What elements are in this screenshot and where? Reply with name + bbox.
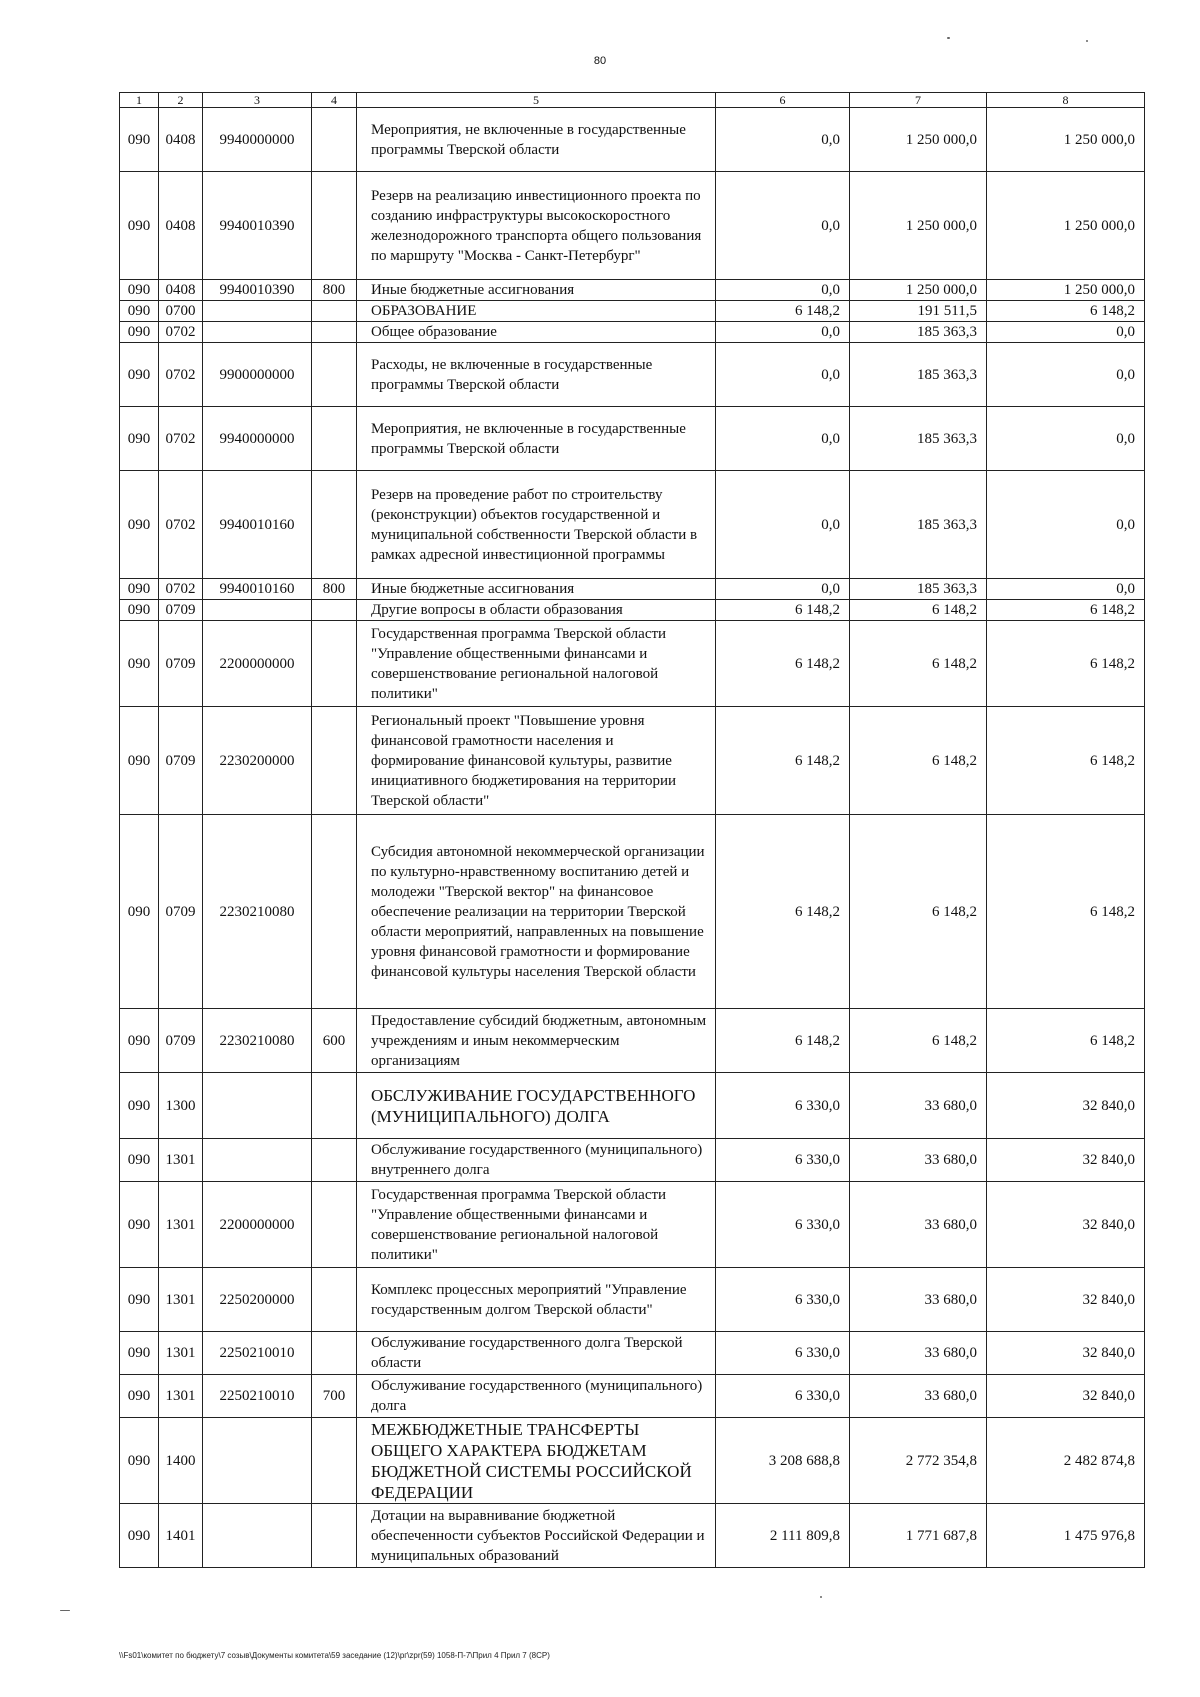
table-row [120, 579, 1145, 600]
amount-col7-cell: 6 148,2 [850, 600, 987, 621]
amount-col7-cell: 1 250 000,0 [850, 280, 987, 301]
section-code-cell: 0709 [159, 815, 203, 1009]
amount-col8-cell: 6 148,2 [987, 815, 1145, 1009]
expense-type-cell: 800 [312, 280, 357, 301]
expense-type-cell [312, 407, 357, 471]
table-row [120, 1009, 1145, 1073]
description-cell: Региональный проект "Повышение уровня финансовой грамотности населения и формирование финансовой культуры, развитие инициативного бюджетирования на территории Тверской области" [357, 707, 716, 815]
amount-col8-cell: 0,0 [987, 343, 1145, 407]
amount-col8-cell: 32 840,0 [987, 1182, 1145, 1268]
expense-type-cell [312, 621, 357, 707]
amount-col7-cell: 1 250 000,0 [850, 108, 987, 172]
target-code-cell: 9940010160 [203, 579, 312, 600]
expense-type-cell [312, 1504, 357, 1568]
target-code-cell: 2250210010 [203, 1375, 312, 1418]
table-row [120, 1182, 1145, 1268]
amount-col6-cell: 6 148,2 [716, 600, 850, 621]
amount-col7-cell: 191 511,5 [850, 301, 987, 322]
amount-col8-cell: 32 840,0 [987, 1268, 1145, 1332]
table-row [120, 1268, 1145, 1332]
target-code-cell: 9940000000 [203, 407, 312, 471]
amount-col8-cell: 6 148,2 [987, 1009, 1145, 1073]
section-code-cell: 0700 [159, 301, 203, 322]
gov-code-cell: 090 [120, 815, 159, 1009]
amount-col6-cell: 6 148,2 [716, 1009, 850, 1073]
table-row [120, 1332, 1145, 1375]
section-code-cell: 0702 [159, 407, 203, 471]
expense-type-cell [312, 707, 357, 815]
table-row [120, 301, 1145, 322]
description-cell: Мероприятия, не включенные в государственные программы Тверской области [357, 407, 716, 471]
description-cell: МЕЖБЮДЖЕТНЫЕ ТРАНСФЕРТЫ ОБЩЕГО ХАРАКТЕРА БЮДЖЕТАМ БЮДЖЕТНОЙ СИСТЕМЫ РОССИЙСКОЙ ФЕДЕРАЦИИ [357, 1418, 716, 1504]
header-cell: 4 [312, 93, 357, 108]
header-cell: 7 [850, 93, 987, 108]
amount-col8-cell: 0,0 [987, 407, 1145, 471]
section-code-cell: 0702 [159, 322, 203, 343]
amount-col7-cell: 6 148,2 [850, 815, 987, 1009]
target-code-cell: 2230210080 [203, 1009, 312, 1073]
expense-type-cell: 800 [312, 579, 357, 600]
expense-type-cell [312, 343, 357, 407]
amount-col8-cell: 32 840,0 [987, 1073, 1145, 1139]
amount-col8-cell: 1 250 000,0 [987, 172, 1145, 280]
section-code-cell: 0702 [159, 343, 203, 407]
amount-col6-cell: 6 148,2 [716, 815, 850, 1009]
amount-col6-cell: 6 148,2 [716, 707, 850, 815]
table-row [120, 1139, 1145, 1182]
amount-col7-cell: 33 680,0 [850, 1268, 987, 1332]
gov-code-cell: 090 [120, 108, 159, 172]
amount-col8-cell: 1 250 000,0 [987, 280, 1145, 301]
section-code-cell: 1300 [159, 1073, 203, 1139]
target-code-cell [203, 1504, 312, 1568]
gov-code-cell: 090 [120, 343, 159, 407]
section-code-cell: 0709 [159, 1009, 203, 1073]
amount-col8-cell: 0,0 [987, 579, 1145, 600]
amount-col6-cell: 6 330,0 [716, 1375, 850, 1418]
gov-code-cell: 090 [120, 407, 159, 471]
expense-type-cell [312, 1418, 357, 1504]
amount-col6-cell: 6 148,2 [716, 301, 850, 322]
gov-code-cell: 090 [120, 322, 159, 343]
target-code-cell [203, 1418, 312, 1504]
section-code-cell: 0709 [159, 707, 203, 815]
amount-col7-cell: 185 363,3 [850, 343, 987, 407]
gov-code-cell: 090 [120, 301, 159, 322]
target-code-cell [203, 600, 312, 621]
gov-code-cell: 090 [120, 1375, 159, 1418]
section-code-cell: 1301 [159, 1268, 203, 1332]
amount-col8-cell: 6 148,2 [987, 600, 1145, 621]
amount-col7-cell: 33 680,0 [850, 1332, 987, 1375]
gov-code-cell: 090 [120, 621, 159, 707]
description-cell: Комплекс процессных мероприятий "Управление государственным долгом Тверской области" [357, 1268, 716, 1332]
amount-col6-cell: 6 330,0 [716, 1073, 850, 1139]
amount-col8-cell: 6 148,2 [987, 621, 1145, 707]
amount-col6-cell: 0,0 [716, 471, 850, 579]
expense-type-cell [312, 815, 357, 1009]
amount-col6-cell: 0,0 [716, 407, 850, 471]
amount-col7-cell: 33 680,0 [850, 1182, 987, 1268]
amount-col8-cell: 6 148,2 [987, 707, 1145, 815]
gov-code-cell: 090 [120, 1073, 159, 1139]
amount-col7-cell: 185 363,3 [850, 407, 987, 471]
amount-col7-cell: 6 148,2 [850, 1009, 987, 1073]
section-code-cell: 1301 [159, 1375, 203, 1418]
table-row [120, 322, 1145, 343]
amount-col7-cell: 1 771 687,8 [850, 1504, 987, 1568]
target-code-cell: 2230200000 [203, 707, 312, 815]
table-row [120, 1418, 1145, 1504]
section-code-cell: 0408 [159, 280, 203, 301]
target-code-cell: 9940010160 [203, 471, 312, 579]
target-code-cell: 2230210080 [203, 815, 312, 1009]
table-row [120, 707, 1145, 815]
gov-code-cell: 090 [120, 600, 159, 621]
description-cell: Другие вопросы в области образования [357, 600, 716, 621]
amount-col8-cell: 1 250 000,0 [987, 108, 1145, 172]
gov-code-cell: 090 [120, 471, 159, 579]
amount-col6-cell: 0,0 [716, 343, 850, 407]
amount-col7-cell: 6 148,2 [850, 621, 987, 707]
description-cell: Расходы, не включенные в государственные программы Тверской области [357, 343, 716, 407]
amount-col6-cell: 0,0 [716, 280, 850, 301]
amount-col6-cell: 0,0 [716, 322, 850, 343]
section-code-cell: 0408 [159, 108, 203, 172]
table-row [120, 621, 1145, 707]
description-cell: Иные бюджетные ассигнования [357, 579, 716, 600]
gov-code-cell: 090 [120, 280, 159, 301]
description-cell: Государственная программа Тверской области "Управление общественными финансами и совершенствование региональной налоговой политики" [357, 1182, 716, 1268]
amount-col8-cell: 6 148,2 [987, 301, 1145, 322]
amount-col8-cell: 0,0 [987, 471, 1145, 579]
file-path-footer: \\Fs01\комитет по бюджету\7 созыв\Документы комитета\59 заседание (12)\рг\zpr(59) 1058-П-7\Прил 4 Прил 7 (8CP) [119, 1651, 550, 1660]
table-row [120, 815, 1145, 1009]
gov-code-cell: 090 [120, 1268, 159, 1332]
description-cell: ОБРАЗОВАНИЕ [357, 301, 716, 322]
header-cell: 1 [120, 93, 159, 108]
header-cell: 5 [357, 93, 716, 108]
table-row [120, 471, 1145, 579]
amount-col6-cell: 6 330,0 [716, 1139, 850, 1182]
amount-col8-cell: 32 840,0 [987, 1139, 1145, 1182]
section-code-cell: 1301 [159, 1182, 203, 1268]
gov-code-cell: 090 [120, 1504, 159, 1568]
budget-table [119, 92, 1145, 1568]
description-cell: Резерв на проведение работ по строительству (реконструкции) объектов государственной и муниципальной собственности Тверской области в рамках адресной инвестиционной программы [357, 471, 716, 579]
description-cell: Обслуживание государственного долга Тверской области [357, 1332, 716, 1375]
amount-col6-cell: 0,0 [716, 108, 850, 172]
table-header-row [120, 93, 1145, 108]
amount-col7-cell: 185 363,3 [850, 579, 987, 600]
table-row [120, 280, 1145, 301]
gov-code-cell: 090 [120, 1009, 159, 1073]
table-row [120, 1504, 1145, 1568]
amount-col6-cell: 0,0 [716, 579, 850, 600]
section-code-cell: 0702 [159, 471, 203, 579]
gov-code-cell: 090 [120, 1139, 159, 1182]
section-code-cell: 0709 [159, 600, 203, 621]
amount-col8-cell: 2 482 874,8 [987, 1418, 1145, 1504]
table-row [120, 407, 1145, 471]
table-row [120, 172, 1145, 280]
table-row [120, 600, 1145, 621]
expense-type-cell [312, 322, 357, 343]
amount-col6-cell: 6 330,0 [716, 1182, 850, 1268]
amount-col8-cell: 32 840,0 [987, 1332, 1145, 1375]
amount-col6-cell: 3 208 688,8 [716, 1418, 850, 1504]
gov-code-cell: 090 [120, 1418, 159, 1504]
description-cell: Государственная программа Тверской области "Управление общественными финансами и совершенствование региональной налоговой политики" [357, 621, 716, 707]
scan-speck [820, 1596, 822, 1598]
expense-type-cell [312, 1139, 357, 1182]
section-code-cell: 0702 [159, 579, 203, 600]
amount-col6-cell: 2 111 809,8 [716, 1504, 850, 1568]
header-cell: 8 [987, 93, 1145, 108]
table-row [120, 1375, 1145, 1418]
target-code-cell: 9940000000 [203, 108, 312, 172]
description-cell: Субсидия автономной некоммерческой организации по культурно-нравственному воспитанию детей и молодежи "Тверской вектор" на финансовое обеспечение реализации на территории Тверской области мероприятий, направленных на повышение уровня финансовой грамотности и формирование финансовой культуры населения Тверской области [357, 815, 716, 1009]
amount-col7-cell: 33 680,0 [850, 1375, 987, 1418]
scan-speck [1086, 40, 1088, 42]
section-code-cell: 1400 [159, 1418, 203, 1504]
expense-type-cell: 700 [312, 1375, 357, 1418]
description-cell: Мероприятия, не включенные в государственные программы Тверской области [357, 108, 716, 172]
table-body [120, 93, 1145, 1568]
target-code-cell [203, 1139, 312, 1182]
amount-col6-cell: 0,0 [716, 172, 850, 280]
expense-type-cell [312, 172, 357, 280]
amount-col8-cell: 0,0 [987, 322, 1145, 343]
expense-type-cell: 600 [312, 1009, 357, 1073]
expense-type-cell [312, 108, 357, 172]
section-code-cell: 0408 [159, 172, 203, 280]
expense-type-cell [312, 471, 357, 579]
header-cell: 2 [159, 93, 203, 108]
target-code-cell [203, 301, 312, 322]
target-code-cell: 2200000000 [203, 1182, 312, 1268]
section-code-cell: 1301 [159, 1332, 203, 1375]
expense-type-cell [312, 600, 357, 621]
gov-code-cell: 090 [120, 172, 159, 280]
header-cell: 6 [716, 93, 850, 108]
section-code-cell: 1301 [159, 1139, 203, 1182]
amount-col7-cell: 1 250 000,0 [850, 172, 987, 280]
target-code-cell: 9900000000 [203, 343, 312, 407]
target-code-cell: 2200000000 [203, 621, 312, 707]
table-row [120, 1073, 1145, 1139]
target-code-cell: 9940010390 [203, 280, 312, 301]
target-code-cell: 9940010390 [203, 172, 312, 280]
expense-type-cell [312, 1268, 357, 1332]
description-cell: Резерв на реализацию инвестиционного проекта по созданию инфраструктуры высокоскоростного железнодорожного транспорта общего пользования по маршруту "Москва - Санкт-Петербург" [357, 172, 716, 280]
description-cell: Обслуживание государственного (муниципального) долга [357, 1375, 716, 1418]
description-cell: Иные бюджетные ассигнования [357, 280, 716, 301]
gov-code-cell: 090 [120, 1182, 159, 1268]
description-cell: Обслуживание государственного (муниципального) внутреннего долга [357, 1139, 716, 1182]
gov-code-cell: 090 [120, 707, 159, 815]
gov-code-cell: 090 [120, 1332, 159, 1375]
header-cell: 3 [203, 93, 312, 108]
amount-col8-cell: 1 475 976,8 [987, 1504, 1145, 1568]
amount-col6-cell: 6 148,2 [716, 621, 850, 707]
target-code-cell [203, 322, 312, 343]
amount-col7-cell: 33 680,0 [850, 1073, 987, 1139]
amount-col7-cell: 2 772 354,8 [850, 1418, 987, 1504]
description-cell: Общее образование [357, 322, 716, 343]
scan-speck [947, 37, 950, 39]
amount-col7-cell: 185 363,3 [850, 471, 987, 579]
table-row [120, 108, 1145, 172]
description-cell: ОБСЛУЖИВАНИЕ ГОСУДАРСТВЕННОГО (МУНИЦИПАЛЬНОГО) ДОЛГА [357, 1073, 716, 1139]
expense-type-cell [312, 301, 357, 322]
target-code-cell: 2250210010 [203, 1332, 312, 1375]
target-code-cell [203, 1073, 312, 1139]
amount-col7-cell: 6 148,2 [850, 707, 987, 815]
description-cell: Предоставление субсидий бюджетным, автономным учреждениям и иным некоммерческим организациям [357, 1009, 716, 1073]
expense-type-cell [312, 1332, 357, 1375]
amount-col8-cell: 32 840,0 [987, 1375, 1145, 1418]
amount-col7-cell: 185 363,3 [850, 322, 987, 343]
target-code-cell: 2250200000 [203, 1268, 312, 1332]
expense-type-cell [312, 1182, 357, 1268]
scan-speck [60, 1610, 70, 1611]
expense-type-cell [312, 1073, 357, 1139]
page-number: 80 [593, 55, 607, 67]
section-code-cell: 1401 [159, 1504, 203, 1568]
table-row [120, 343, 1145, 407]
description-cell: Дотации на выравнивание бюджетной обеспеченности субъектов Российской Федерации и муниципальных образований [357, 1504, 716, 1568]
amount-col6-cell: 6 330,0 [716, 1268, 850, 1332]
gov-code-cell: 090 [120, 579, 159, 600]
section-code-cell: 0709 [159, 621, 203, 707]
amount-col6-cell: 6 330,0 [716, 1332, 850, 1375]
amount-col7-cell: 33 680,0 [850, 1139, 987, 1182]
